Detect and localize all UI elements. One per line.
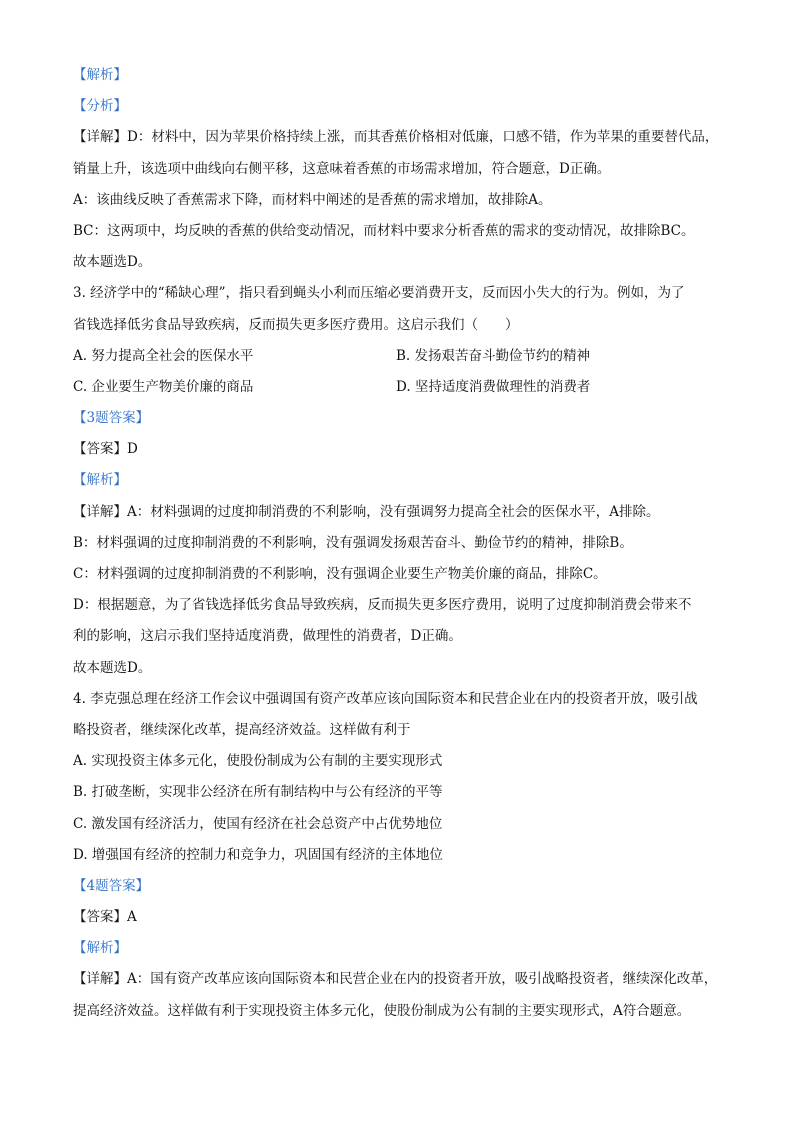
question-4-stem-cont: 略投资者，继续深化改革，提高经济效益。这样做有利于 <box>73 721 411 738</box>
answer-line: 【答案】A <box>73 909 137 926</box>
explanation-line: 【详解】A：国有资产改革应该向国际资本和民营企业在内的投资者开放，吸引战略投资者，继续深化改革， <box>73 971 718 988</box>
section-analysis-heading: 【解析】 <box>73 472 127 489</box>
explanation-line: B：材料强调的过度抑制消费的不利影响，没有强调发扬艰苦奋斗、勤俭节约的精神，排除B。 <box>73 534 633 551</box>
question-3-stem-cont: 省钱选择低劣食品导致疾病，反而损失更多医疗费用。这启示我们（ ） <box>73 316 519 333</box>
option-c: C. 激发国有经济活力，使国有经济在社会总资产中占优势地位 <box>73 815 443 832</box>
document-page <box>73 62 733 1029</box>
question-3-options-row-2 <box>73 374 733 405</box>
explanation-line: 利的影响，这启示我们坚持适度消费，做理性的消费者，D正确。 <box>73 628 462 645</box>
question-3-options-row-1 <box>73 343 733 374</box>
explanation-line: C：材料强调的过度抑制消费的不利影响，没有强调企业要生产物美价廉的商品，排除C。 <box>73 566 607 582</box>
question-4-stem: 4. 李克强总理在经济工作会议中强调国有资产改革应该向国际资本和民营企业在内的投资者开放，吸引战 <box>73 690 698 707</box>
section-fenxi-heading: 【分析】 <box>73 98 127 115</box>
option-b: B. 打破垄断，实现非公经济在所有制结构中与公有经济的平等 <box>73 784 443 801</box>
option-a: A. 努力提高全社会的医保水平 <box>73 347 254 364</box>
option-a: A. 实现投资主体多元化，使股份制成为公有制的主要实现形式 <box>73 753 443 770</box>
option-c: C. 企业要生产物美价廉的商品 <box>73 378 254 395</box>
explanation-line: A：该曲线反映了香蕉需求下降，而材料中阐述的是香蕉的需求增加，故排除A。 <box>73 191 552 208</box>
explanation-line: 销量上升，该选项中曲线向右侧平移，这意味着香蕉的市场需求增加，符合题意，D正确。 <box>73 160 611 177</box>
section-analysis-heading: 【解析】 <box>73 940 127 957</box>
question-4-answer-heading: 【4题答案】 <box>73 877 150 894</box>
answer-line: 【答案】D <box>73 441 138 458</box>
option-d: D. 坚持适度消费做理性的消费者 <box>396 378 591 395</box>
explanation-line: 【详解】A：材料强调的过度抑制消费的不利影响，没有强调努力提高全社会的医保水平，A排除。 <box>73 503 660 520</box>
option-b: B. 发扬艰苦奋斗勤俭节约的精神 <box>396 347 591 364</box>
explanation-line: 【详解】D：材料中，因为苹果价格持续上涨，而其香蕉价格相对低廉，口感不错，作为苹果的重要替代品， <box>73 129 719 146</box>
conclusion-line: 故本题选D。 <box>73 254 152 271</box>
explanation-line: 提高经济效益。这样做有利于实现投资主体多元化，使股份制成为公有制的主要实现形式，A符合题意。 <box>73 1002 691 1019</box>
option-d: D. 增强国有经济的控制力和竞争力，巩固国有经济的主体地位 <box>73 846 443 863</box>
conclusion-line: 故本题选D。 <box>73 659 152 676</box>
explanation-line: BC：这两项中，均反映的香蕉的供给变动情况，而材料中要求分析香蕉的需求的变动情况，故排除BC。 <box>73 222 695 239</box>
explanation-line: D：根据题意，为了省钱选择低劣食品导致疾病，反而损失更多医疗费用，说明了过度抑制消费会带来不 <box>73 597 692 614</box>
question-3-answer-heading: 【3题答案】 <box>73 410 150 427</box>
question-3-stem: 3. 经济学中的“稀缺心理”，指只看到蝇头小利而压缩必要消费开支，反而因小失大的行为。例如，为了 <box>73 285 685 302</box>
section-analysis-heading: 【解析】 <box>73 67 127 83</box>
